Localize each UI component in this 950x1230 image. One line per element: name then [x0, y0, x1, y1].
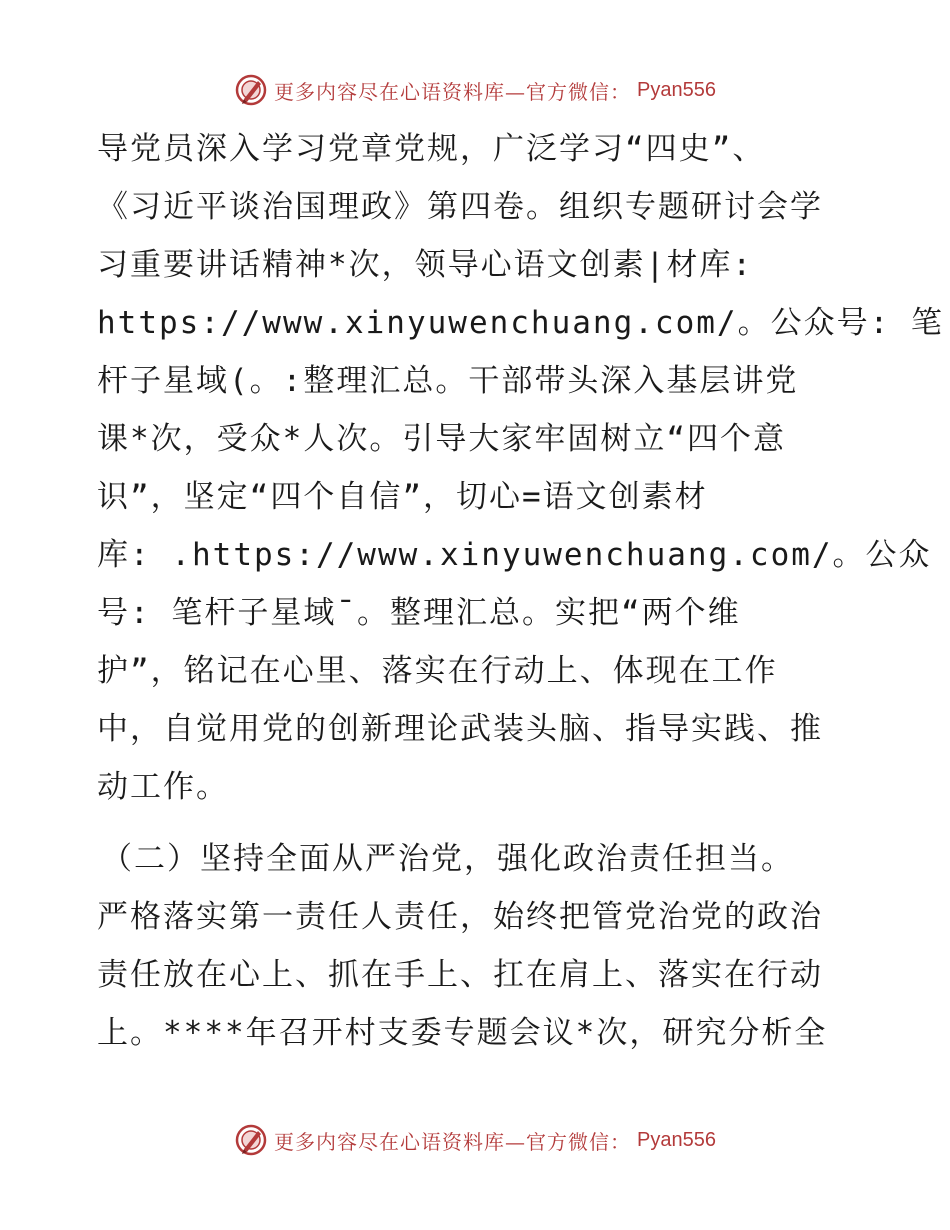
text-line: 《习近平谈治国理政》第四卷。组织专题研讨会学 — [97, 189, 823, 225]
document-body — [97, 120, 944, 1062]
text-line: 习重要讲话精神*次，领导心语文创素|材库: — [97, 247, 753, 283]
text-line: 号: 笔杆子星域¯。整理汇总。实把“两个维 — [97, 595, 741, 631]
text-line: 责任放在心上、抓在手上、扛在肩上、落实在行动 — [97, 957, 823, 993]
section-heading-line: （二）坚持全面从严治党，强化政治责任担当。 — [101, 841, 794, 877]
paragraph-2 — [97, 830, 857, 1062]
text-line: 上。****年召开村支委专题会议*次，研究分析全 — [97, 1015, 828, 1051]
paragraph-gap — [97, 816, 857, 830]
text-line: 中，自觉用党的创新理论武装头脑、指导实践、推 — [97, 711, 823, 747]
footer-watermark — [0, 1120, 950, 1160]
pen-circle-logo-icon — [234, 1123, 268, 1157]
watermark-text: 更多内容尽在心语资料库—官方微信： — [274, 1129, 632, 1154]
text-line: 识”，坚定“四个自信”，切心=语文创素材 — [97, 479, 708, 515]
text-line: 护”，铭记在心里、落实在行动上、体现在工作 — [97, 653, 778, 689]
text-line: 动工作。 — [97, 769, 229, 805]
text-line: 库: .https://www.xinyuwenchuang.com/。公众 — [97, 537, 932, 573]
text-line: 课*次，受众*人次。引导大家牢固树立“四个意 — [97, 421, 786, 457]
text-line: https://www.xinyuwenchuang.com/。公众号: 笔 — [97, 305, 944, 341]
text-line: 导党员深入学习党章党规，广泛学习“四史”、 — [97, 131, 766, 167]
watermark-wechat-id: Pyan556 — [637, 78, 716, 101]
watermark-text: 更多内容尽在心语资料库—官方微信： — [274, 79, 632, 104]
text-line: 杆子星域(。:整理汇总。干部带头深入基层讲党 — [97, 363, 799, 399]
text-line: 严格落实第一责任人责任，始终把管党治党的政治 — [97, 899, 823, 935]
watermark-wechat-id: Pyan556 — [637, 1128, 716, 1151]
pen-circle-logo-icon — [234, 73, 268, 107]
header-watermark — [0, 70, 950, 110]
paragraph-1 — [97, 120, 944, 816]
